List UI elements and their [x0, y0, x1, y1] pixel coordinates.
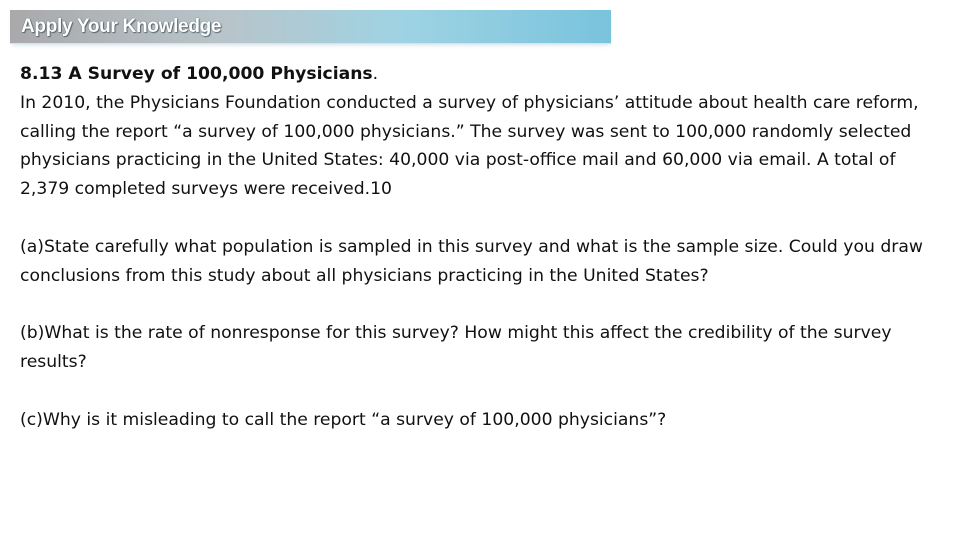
problem-title-period: . — [372, 64, 379, 84]
question-c: (c)Why is it misleading to call the report “a survey of 100,000 physicians”? — [20, 409, 667, 430]
problem-title-text: 8.13 A Survey of 100,000 Physicians — [20, 64, 373, 84]
problem-title — [20, 60, 945, 89]
problem-intro: In 2010, the Physicians Foundation conducted a survey of physicians’ attitude about health care reform, calling the report “a survey of 100,000 physicians.” The survey was sent to 100,000 randomly selected physicians practicing in the United States: 40,000 via post-office mail and 60,000 via email. A total of 2,379 completed surveys were received.10 — [20, 92, 919, 200]
question-a: (a)State carefully what population is sampled in this survey and what is the sample size. Could you draw conclusions from this study about all physicians practicing in the United States? — [20, 236, 923, 286]
question-b: (b)What is the rate of nonresponse for this survey? How might this affect the credibility of the survey results? — [20, 323, 892, 372]
problem-content — [20, 60, 945, 434]
section-header-banner — [10, 10, 611, 44]
section-header-title: Apply Your Knowledge — [21, 16, 222, 37]
